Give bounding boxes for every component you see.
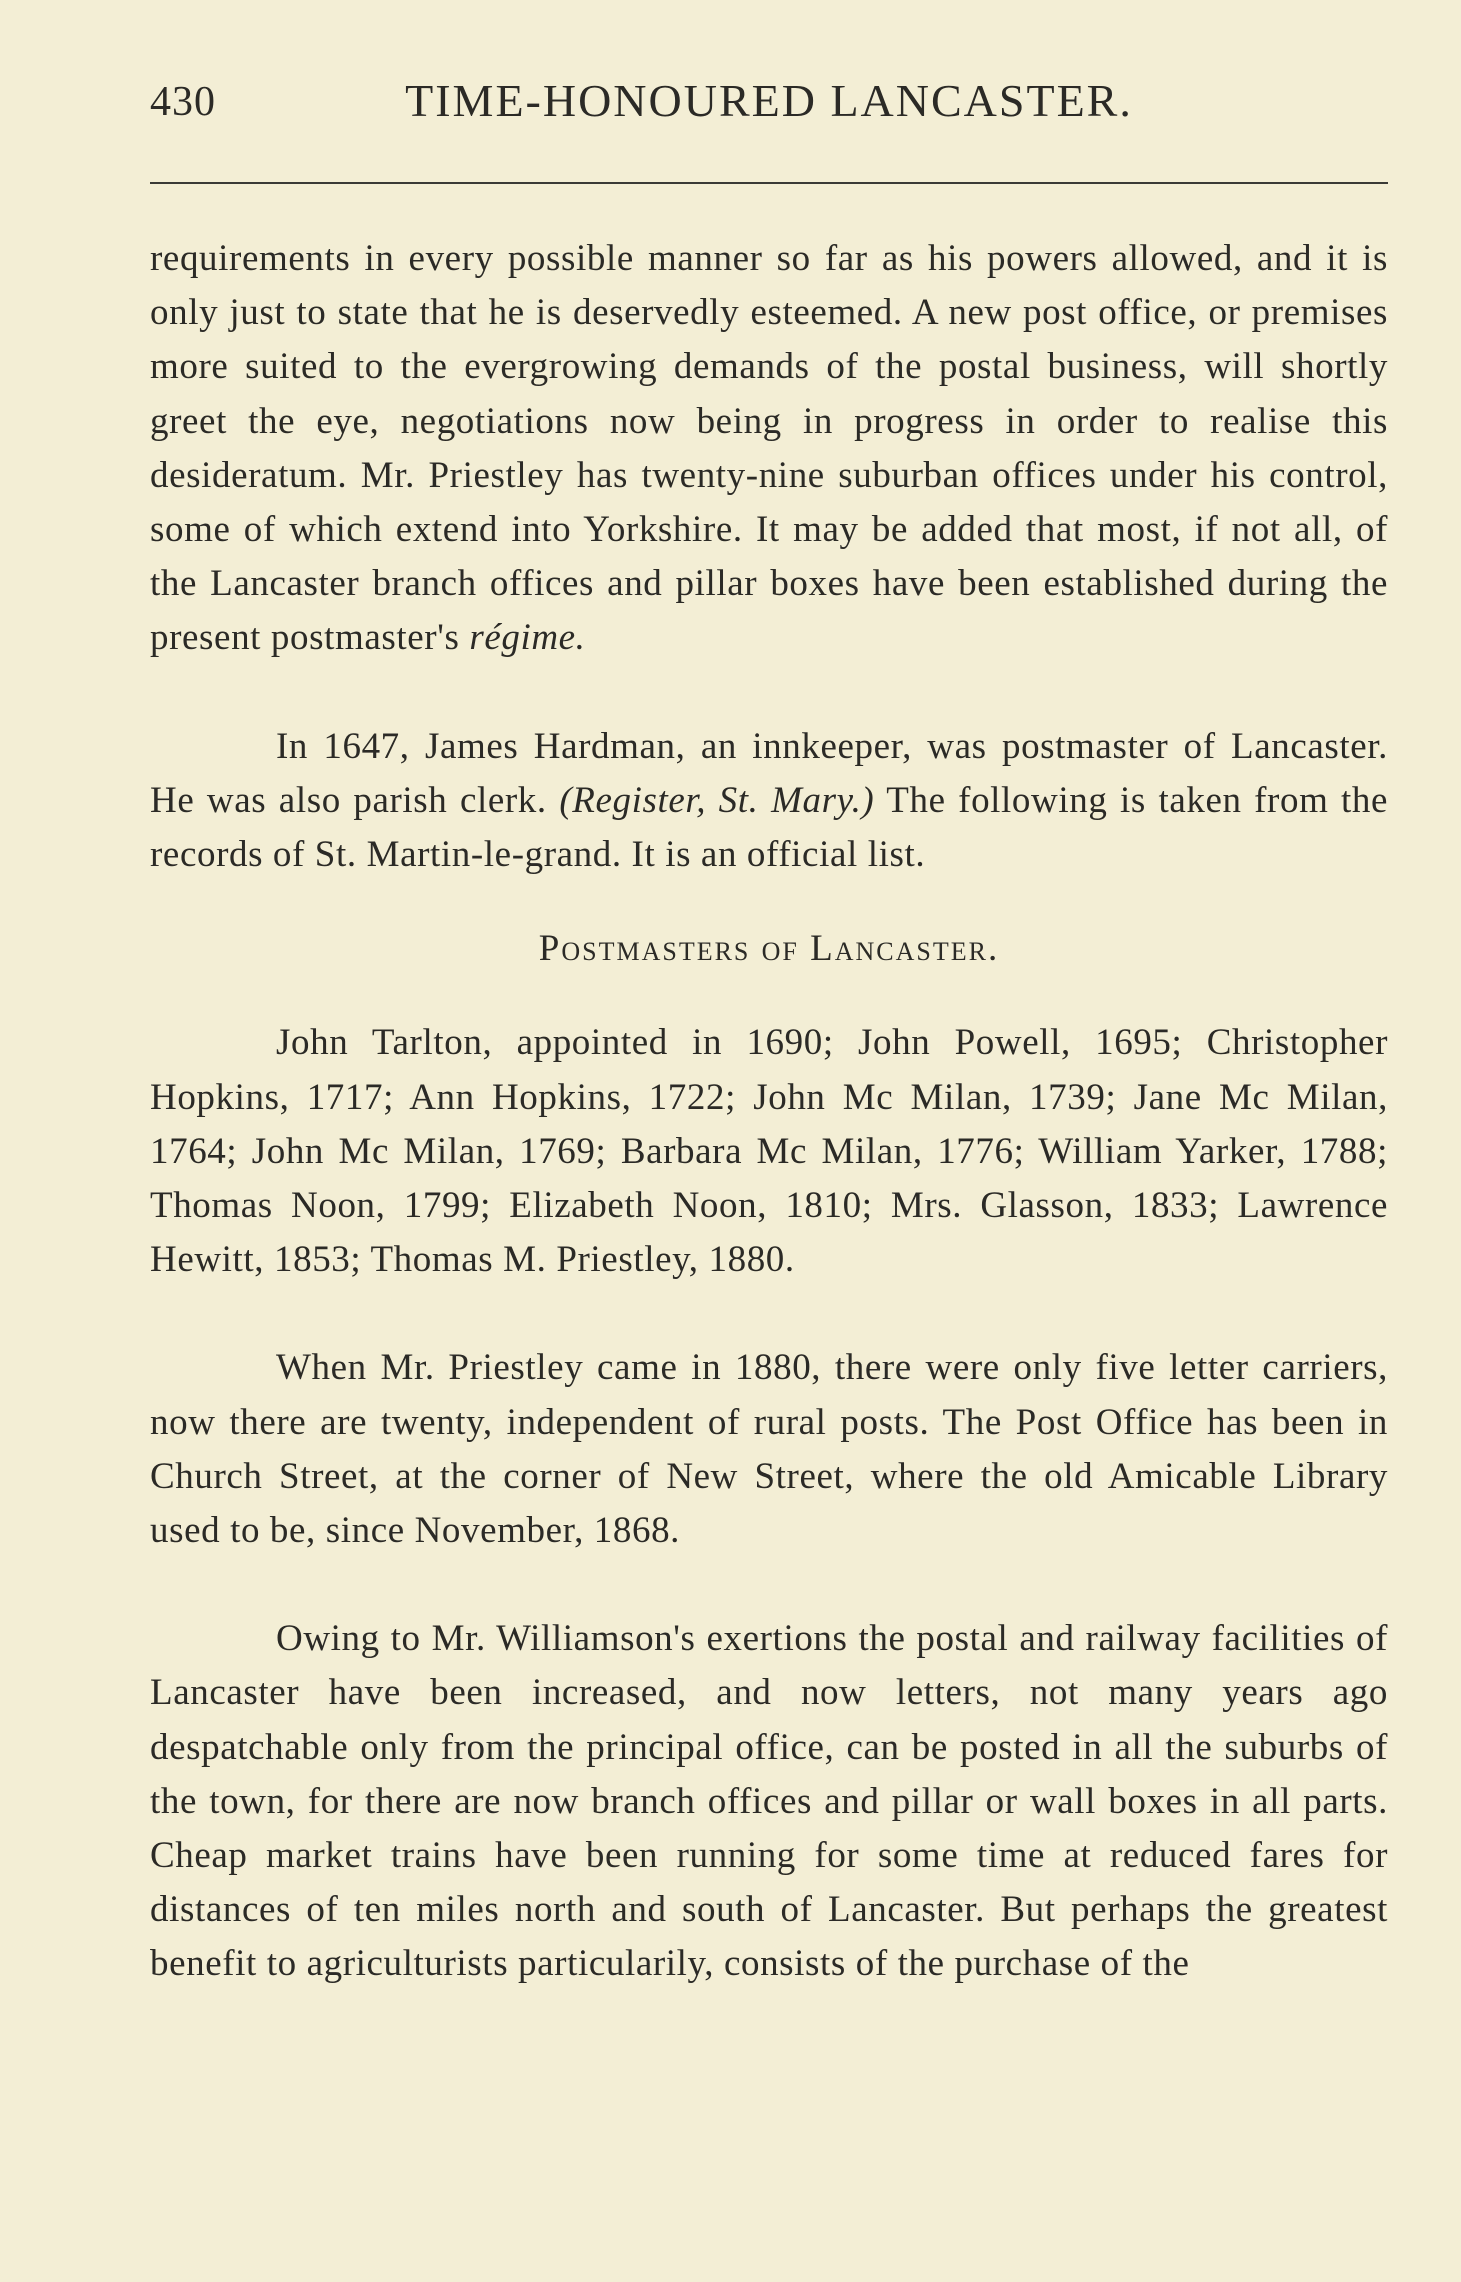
paragraph-text: requirements in every possible manner so far as his powers allowed, and it is only just to state that he is deservedly esteemed. A new post office, or premises more suited to the evergrowing demands of the postal business, will shortly greet the eye, negotiations now being in progress in order to realise this desideratum. Mr. Priestley has twenty-nine suburban offices under his control, some of which extend into Yorkshire. It may be added that most, if not all, of the Lancaster branch offices and pillar boxes have been established during the present postmaster's <box>150 238 1388 659</box>
section-heading: Postmasters of Lancaster. <box>538 928 1000 970</box>
running-title: TIME-HONOURED LANCASTER. <box>405 75 1133 126</box>
page-number: 430 <box>150 79 216 125</box>
italic-term: régime. <box>469 617 586 659</box>
body-text <box>150 232 1388 1992</box>
paragraph-continued <box>150 232 1388 666</box>
italic-citation: (Register, St. Mary.) <box>559 779 875 821</box>
paragraph-text: In 1647, James Hardman, an innkeeper, was postmaster of Lancaster. He was also parish clerk. <box>150 725 1388 821</box>
paragraph-postmasters-list: John Tarlton, appointed in 1690; John Powell, 1695; Christopher Hopkins, 1717; Ann Hopkins, 1722; John Mc Milan, 1739; Jane Mc Milan, 1764; John Mc Milan, 1769; Barbara Mc Milan, 1776; William Yarker, 1788; Thomas Noon, 1799; Elizabeth Noon, 1810; Mrs. Glasson, 1833; Lawrence Hewitt, 1853; Thomas M. Priestley, 1880. <box>150 1022 1388 1281</box>
running-head <box>150 70 1388 130</box>
header-rule <box>150 182 1388 184</box>
paragraph-williamson: Owing to Mr. Williamson's exertions the postal and railway facilities of Lancaster have been increased, and now letters, not many years ago despatchable only from the principal office, can be posted in all the suburbs of the town, for there are now branch offices and pillar or wall boxes in all parts. Cheap market trains have been running for some time at reduced fares for distances of ten miles north and south of Lancaster. But perhaps the greatest benefit to agriculturists particularily, consists of the purchase of the <box>150 1618 1388 1985</box>
paragraph-text: The following is taken from the records of St. Martin-le-grand. It is an official list. <box>150 779 1389 876</box>
paragraph-hardman <box>150 720 1388 883</box>
paragraph-priestley: When Mr. Priestley came in 1880, there were only five letter carriers, now there are twenty, independent of rural posts. The Post Office has been in Church Street, at the corner of New Street, where the old Amicable Library used to be, since November, 1868. <box>150 1347 1388 1552</box>
